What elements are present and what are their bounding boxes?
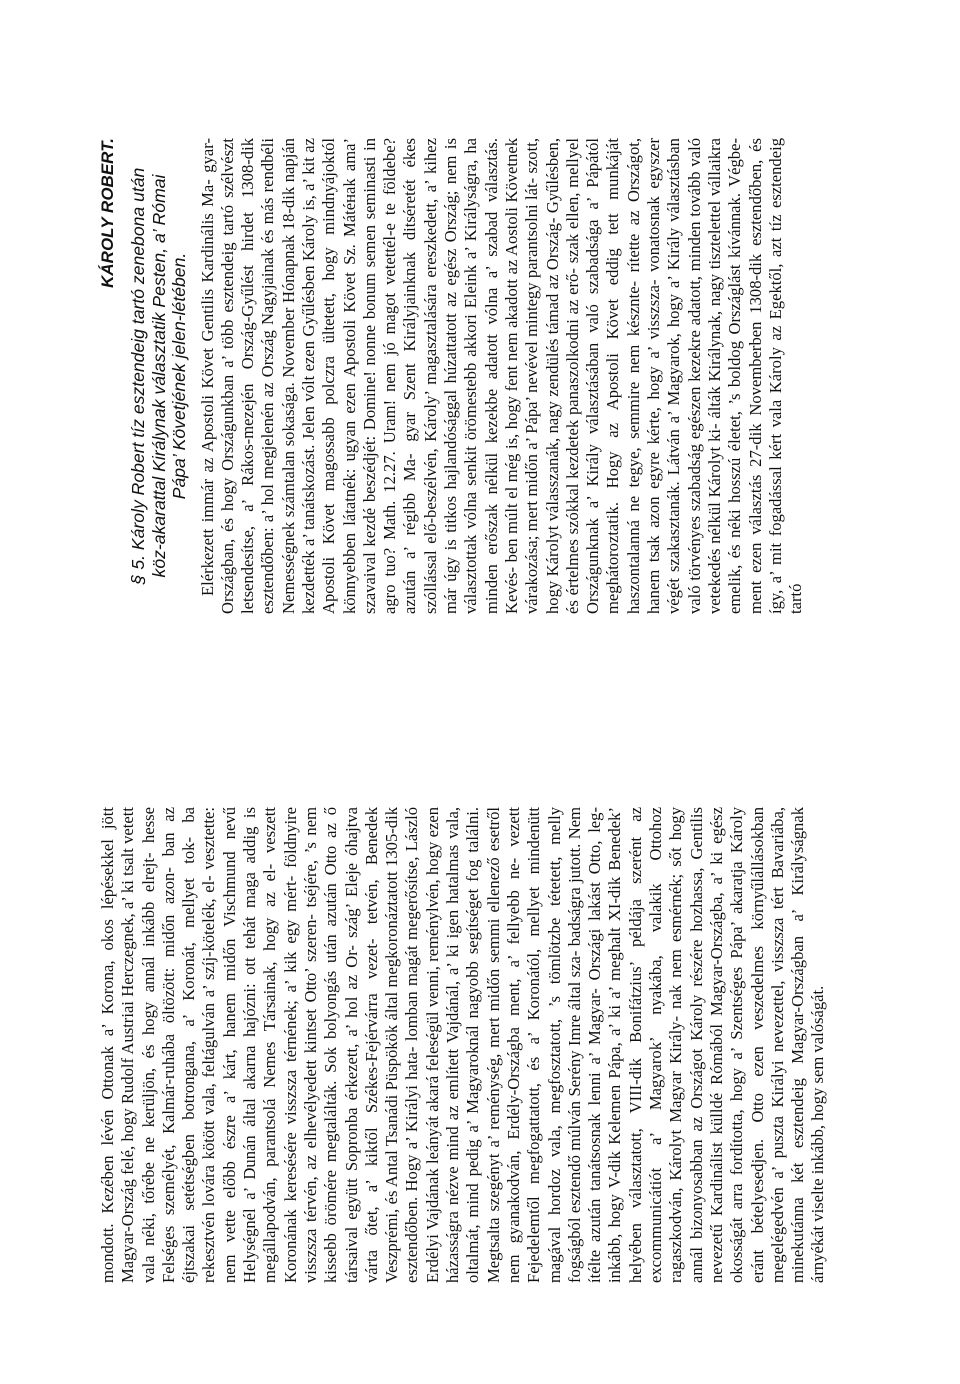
- section-title: [128, 138, 190, 614]
- text-line: nak nem esmérnék; sőt hogy annál bizonyosabban az Országot: [666, 807, 706, 1283]
- right-page-paragraph: [198, 138, 807, 614]
- left-page: [0, 712, 960, 1384]
- text-line: Domine! nonne bonum semen seminasti in agro tuo? Math. 12.27.: [359, 138, 400, 614]
- text-line: akará feleségül venni, reménylvén, hogy ezen házasságra nézve: [422, 807, 463, 1283]
- text-line: Károly’ magasztalására ereszkedett, a’ kihez már úgy is titkos: [420, 138, 461, 614]
- text-line: esetről nem gyanakodván, Erdély-Országba ment, a’ fellyebb ne-: [483, 807, 523, 1283]
- section-title-line: köz-akarattal Királynak választatik Pesten, a’ Római: [148, 174, 169, 578]
- text-line: Rómából Magyar-Országba, a’ ki egész okosságát arra fordította,: [706, 806, 747, 1283]
- text-line: rítette az Országot, hanem tsak azon egyre kérte, hogy a’ visszsza-: [623, 137, 664, 614]
- running-head: KÁROLY ROBERT.: [98, 138, 117, 288]
- text-line: badságra jutott. Nem ítélte azután tanátsosnak lenni a’ Magyar-: [564, 807, 605, 1283]
- right-page: [0, 40, 960, 712]
- text-line: polczra ültetett, hogy mindnyájoktól könnyebben látatnék: ugyan: [319, 138, 359, 614]
- text-line: ezen Apostoli Követ Sz. Mátéнak ama’ szavaival kezdé beszédjét:: [339, 138, 379, 614]
- text-line: álták Királynak, nagy tisztelettel vállaikra emelik, és néki: [704, 138, 745, 614]
- text-line: mindenütt magával hordoz vala, megfosztatott, ’s tömlötzbe: [524, 806, 564, 1283]
- text-line: vólna senkit örömestebb akkori Eleink a’ Királyságra, ha minden: [461, 138, 501, 614]
- text-line: mind az említett Vajdánál, a’ ki igen hatalmas vala, oltalmát,: [443, 807, 483, 1283]
- text-line: vetett vala néki, tőrébe ne kerüljön, és hogy annál inkább elrejt-: [118, 807, 158, 1283]
- right-page-text: [98, 138, 806, 614]
- text-line: hajlandósággal húzattatott az egész Ország; nem is választottak: [441, 138, 481, 614]
- text-line: várakozása; mert midőn a’ Pápa’ nevével mintegy parantsolni lát-: [522, 177, 542, 614]
- text-line: tetvén, Benedek Veszprémi, és Antal Tsanádi Püspökök által: [361, 807, 402, 1283]
- text-line: megkoronáztatott 1305-dik esztendőben. Hogy a’ Királyi hata-: [382, 807, 422, 1283]
- text-line: vezett Fejedelemtől megfogattatott, és a’ Koronától, mellyet: [503, 807, 544, 1283]
- text-line: Megtsalta szegényt a’ reménység, mert midőn semmi ellenező: [483, 857, 503, 1283]
- text-line: a’ meghalt XI-dik Benedek’ helyében választatott, VIII-dik: [605, 807, 645, 1283]
- text-line: hogy a’ Király választásban való törvényes szabadság egészen: [664, 138, 704, 614]
- section-title-line: Pápa’ Követjének jelen-létében.: [169, 252, 189, 500]
- text-line: szág’ Eleje óhajtva várta őtet, a’ kiktől Székes-Fejérvárra vezet-: [341, 807, 381, 1283]
- text-line: Országi lakást Otto, leg-inkább, hogy V-dik Kelemen Pápa, a’ ki: [585, 807, 625, 1283]
- text-line: választás 27-dik Novemberben 1308-dik esztendőben, és így, a’: [745, 138, 785, 614]
- text-line: mondott. Kezében lévén Ottonak a’ Korona, okos lépésekkel jött: [98, 807, 117, 1283]
- left-page-paragraph: [98, 807, 829, 1283]
- text-line: gyar-Országban, és hogy Országunkban a’ több esztendeig tartó: [197, 138, 237, 614]
- text-line: erőszak nélkül kezekbe adatott vólna a’ szabad választás. Kevés-: [481, 138, 521, 614]
- left-page-text: [98, 807, 829, 1283]
- text-line: veszett Koronának keresésére visszsza térnének; a’ kik egy mért-: [260, 807, 300, 1283]
- text-line: szott, hogy Károlyt válasszanák, nagy zendülés támad az Ország-: [522, 138, 562, 614]
- text-line: Otto ezen veszedelmes környűlállásokban megelégedvén a’: [747, 806, 787, 1283]
- text-line: nevű Helységnél a’ Dunán által akarna hajózni: ott tehát maga: [219, 807, 260, 1283]
- text-line: Gyűlésben, és értelmes szókkal kezdetek panaszolkodni az erő-: [542, 138, 582, 614]
- text-line: ezen Gyűlésben Károly is, a’ kit az Apostoli Követ magossabb: [298, 138, 339, 614]
- text-line: vonatosnak egyszer végét szakasztanák. Látván a’ Magyarok,: [644, 137, 684, 614]
- text-line: szak ellen, mellyel Országunknak a’ Király választásában való: [562, 138, 603, 614]
- text-line: vesztette: nem vette előbb észre a’ kárt, hanem midőn Vischmund: [199, 807, 239, 1283]
- text-line: szélvészt letsendesítse, a’ Rákos-mezején Ország-Gyűlést hirdet: [217, 137, 258, 614]
- text-line: hesse Felséges személyét, Kalmár-ruhába öltözött: midőn azon-: [138, 807, 178, 1283]
- text-line: és más rendbéli Nemességnek számtalan sokasága. November: [258, 138, 298, 614]
- text-line: inkább, hogy sem valóságát.: [808, 985, 828, 1175]
- text-line: hosszú életet, ’s boldog Országlást kívánnak. Végbe-ment ezen: [725, 138, 765, 614]
- text-line: 1308-dik esztendőben: a’ hol megjelenén az Ország Nagyjainak: [238, 138, 278, 614]
- text-line: addig is megállapodván, parantsolá Nemes Társainak, hogy az el-: [240, 807, 280, 1283]
- text-line: eddig tett munkáját haszontalanná ne tegye, semmire nem késznte-: [603, 138, 643, 614]
- text-line: azután Otto az ő társaival együtt Sopronba érkezett, a’ hol az Or-: [321, 806, 361, 1283]
- text-line: Bonifátzius’ példája szerént az excommunicátiót a’ Magyarok’: [625, 807, 666, 1283]
- section-title-line: § 5. Károly Robert tíz esztendeig tartó zenebona után: [128, 167, 148, 585]
- text-line: lomban magát megerősítse, László Erdélyi Vajdának leányát: [402, 807, 442, 1283]
- text-line: nyakába, valakik Ottohoz ragaszkodván, Károlyt Magyar Király-: [646, 807, 686, 1283]
- text-line: ban az éjtszakai setétségben botrongana, a’ Koronát, mellyet tok-: [158, 807, 199, 1283]
- text-line: Magyar-Ország felé, hogy Rudolf Austriai Herczegnek, a’ ki tsalt: [118, 848, 138, 1283]
- text-line: gyar Szent Királyjainknak ditséretét ékes szóllással elő-beszélvén,: [400, 138, 440, 614]
- text-line: tétetett, melly fogságból esztendő múlván Serény Imre által sza-: [544, 807, 584, 1283]
- text-line: szabadsága a’ Pápától meghátoroztatik. Hogy az Apostoli Követ: [583, 138, 623, 614]
- text-line: tséjére, ’s nem kissebb örömére megtalálták. Sok bolyongás után: [300, 807, 341, 1283]
- text-line: hogy a’ Szentséges Pápa’ akaratja Károly eránt bételyesedjen.: [727, 806, 767, 1283]
- text-line: puszta Királyi nevezettel, visszsza tért Bavariába, minekutánna két: [767, 807, 808, 1283]
- text-line: Hónapnak 18-dik napján kezdették a’ tanátskozást. Jelen vólt: [278, 138, 318, 614]
- text-line: földnyire visszsza térvén, az elhevélyedett kintset Otto’ szeren-: [280, 807, 320, 1283]
- text-line: ben múlt el még is, hogy fent nem akadott az Aostoli Követnek: [501, 138, 521, 563]
- text-line: ba rekesztvén lovára kötött vala, feltágulván a’ szíj-kötelék, el-: [179, 807, 219, 1283]
- text-line: kezekre adatott, minden tovább való vetekedés nélkül Károlyt ki-: [684, 138, 724, 614]
- text-line: mit fogadással kért vala Károly az Egektől, azt tíz esztendeig tartó: [765, 138, 806, 614]
- text-line: Elérkezett immár az Apostoli Követ Gentilis Kardinális Ma-: [197, 179, 217, 596]
- text-line: mind pedig a’ Magyaroknál nagyobb segítséget fog találni.: [463, 807, 483, 1218]
- text-line: Uram! nem jó magot vetettél-e te földebe? azután a’ régibb Ma-: [380, 138, 420, 614]
- text-line: esztendeig Magyar-Országban a’ Királyságnak árnyékát viselte: [788, 807, 828, 1283]
- text-line: Károly részére hozhassa, Gentilis nevezetű Kardinálist külldé: [686, 807, 726, 1283]
